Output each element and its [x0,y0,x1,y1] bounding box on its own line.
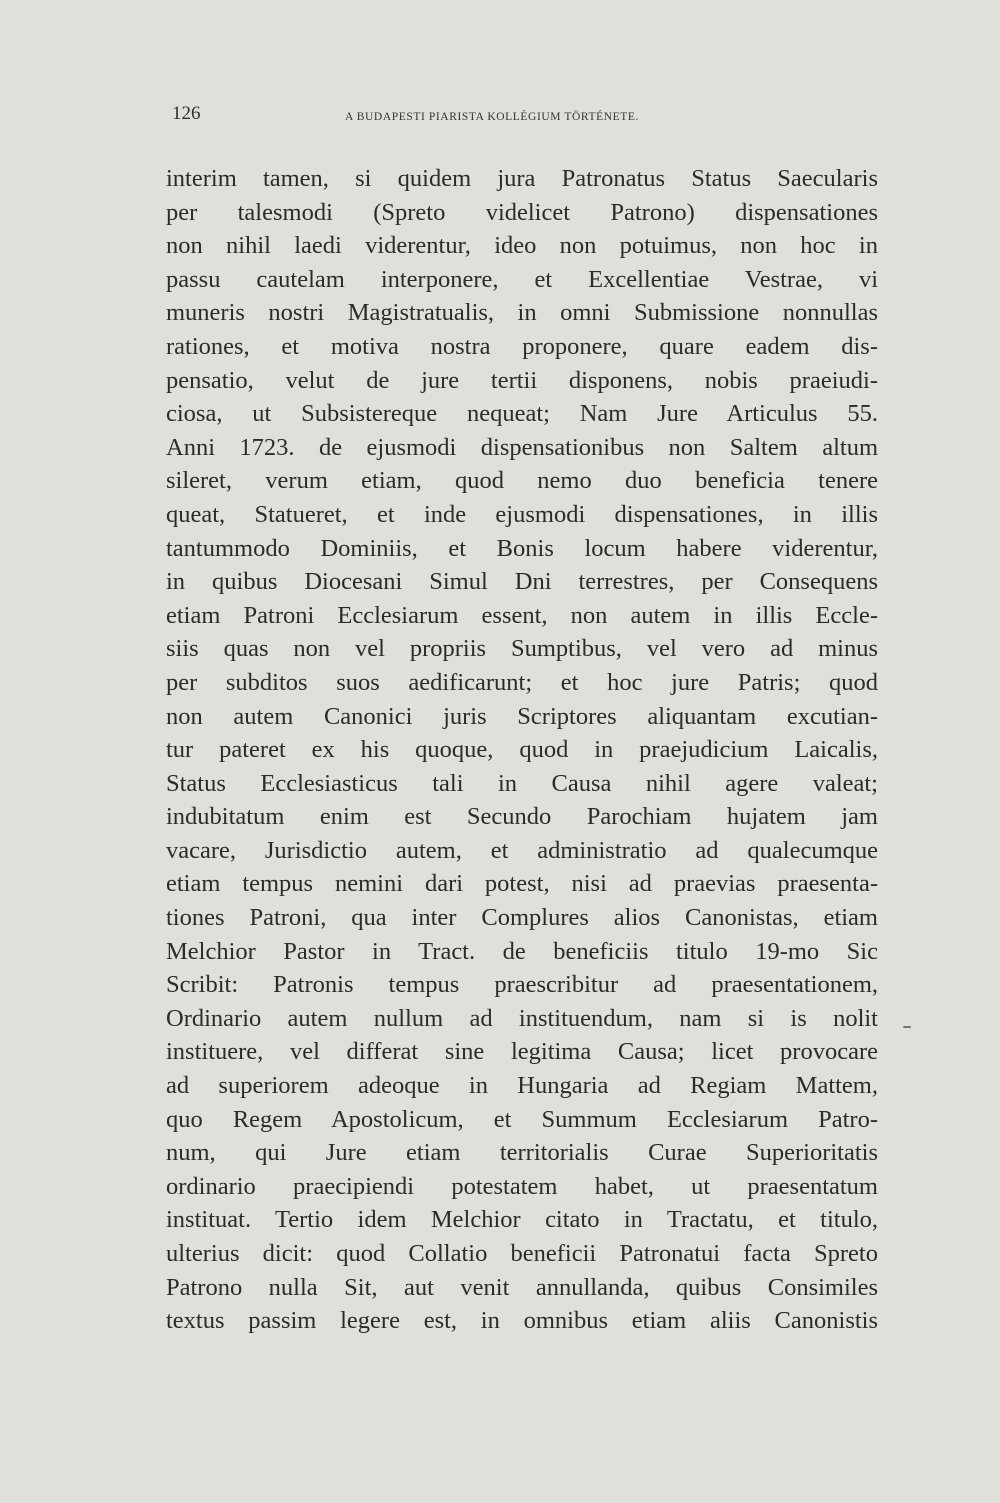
text-line: ciosa, ut Subsistereque nequeat; Nam Jure Articulus 55. [166,400,878,428]
text-line: rationes, et motiva nostra proponere, quare eadem dis- [166,332,878,360]
text-line: tantummodo Dominiis, et Bonis locum habere viderentur, [166,534,878,562]
text-line: queat, Statueret, et inde ejusmodi dispensationes, in illis [166,500,878,528]
text-line: pensatio, velut de jure tertii disponens, nobis praeiudi- [166,366,878,394]
text-line: per talesmodi (Spreto videlicet Patrono) dispensationes [166,198,878,226]
text-line: Status Ecclesiasticus tali in Causa nihil agere valeat; [166,769,878,797]
text-line: instituat. Tertio idem Melchior citato in Tractatu, et titulo, [166,1206,878,1234]
text-line: ulterius dicit: quod Collatio beneficii Patronatui facta Spreto [166,1240,878,1267]
text-line: quo Regem Apostolicum, et Summum Ecclesiarum Patro- [166,1105,878,1133]
text-line: vacare, Jurisdictio autem, et administratio ad qualecumque [166,836,878,864]
text-line: indubitatum enim est Secundo Parochiam hujatem jam [166,803,878,831]
text-line: non nihil laedi viderentur, ideo non potuimus, non hoc in [166,232,878,260]
text-line: ordinario praecipiendi potestatem habet, ut praesentatum [166,1172,878,1200]
text-line: Melchior Pastor in Tract. de beneficiis titulo 19-mo Sic [166,937,878,965]
page-header [172,103,912,133]
text-line: etiam tempus nemini dari potest, nisi ad praevias praesenta- [166,870,878,898]
text-line: in quibus Diocesani Simul Dni terrestres, per Consequens [166,568,878,596]
text-line: Patrono nulla Sit, aut venit annullanda, quibus Consimiles [166,1273,878,1301]
text-line: tiones Patroni, qua inter Complures alios Canonistas, etiam [166,904,878,932]
text-line: tur pateret ex his quoque, quod in praejudicium Laicalis, [166,736,878,764]
text-line: instituere, vel differat sine legitima Causa; licet provocare [166,1038,878,1066]
text-line: textus passim legere est, in omnibus etiam aliis Canonistis [166,1307,878,1335]
text-line: muneris nostri Magistratualis, in omni Submissione nonnullas [166,299,878,327]
text-line: per subditos suos aedificarunt; et hoc jure Patris; quod [166,668,878,696]
text-line: Scribit: Patronis tempus praescribitur ad praesentationem, [166,971,878,999]
text-line: ad superiorem adeoque in Hungaria ad Regiam Mattem, [166,1072,878,1100]
text-line: siis quas non vel propriis Sumptibus, vel vero ad minus [166,635,878,663]
body-text [166,162,878,1338]
text-line: Anni 1723. de ejusmodi dispensationibus non Saltem altum [166,433,878,461]
text-line: sileret, verum etiam, quod nemo duo beneficia tenere [166,467,878,495]
text-line: passu cautelam interponere, et Excellentiae Vestrae, vi [166,265,878,293]
text-line: num, qui Jure etiam territorialis Curae Superioritatis [166,1139,878,1167]
text-line: interim tamen, si quidem jura Patronatus Status Saecularis [166,165,878,192]
text-line: Ordinario autem nullum ad instituendum, nam si is nolit [166,1004,878,1032]
print-speck [903,1026,911,1028]
text-line: etiam Patroni Ecclesiarum essent, non autem in illis Eccle- [166,601,878,629]
text-line: non autem Canonici juris Scriptores aliquantam excutian- [166,702,878,730]
page-number: 126 [172,103,201,124]
running-title: A BUDAPESTI PIARISTA KOLLÉGIUM TÖRTÉNETE. [345,111,639,123]
